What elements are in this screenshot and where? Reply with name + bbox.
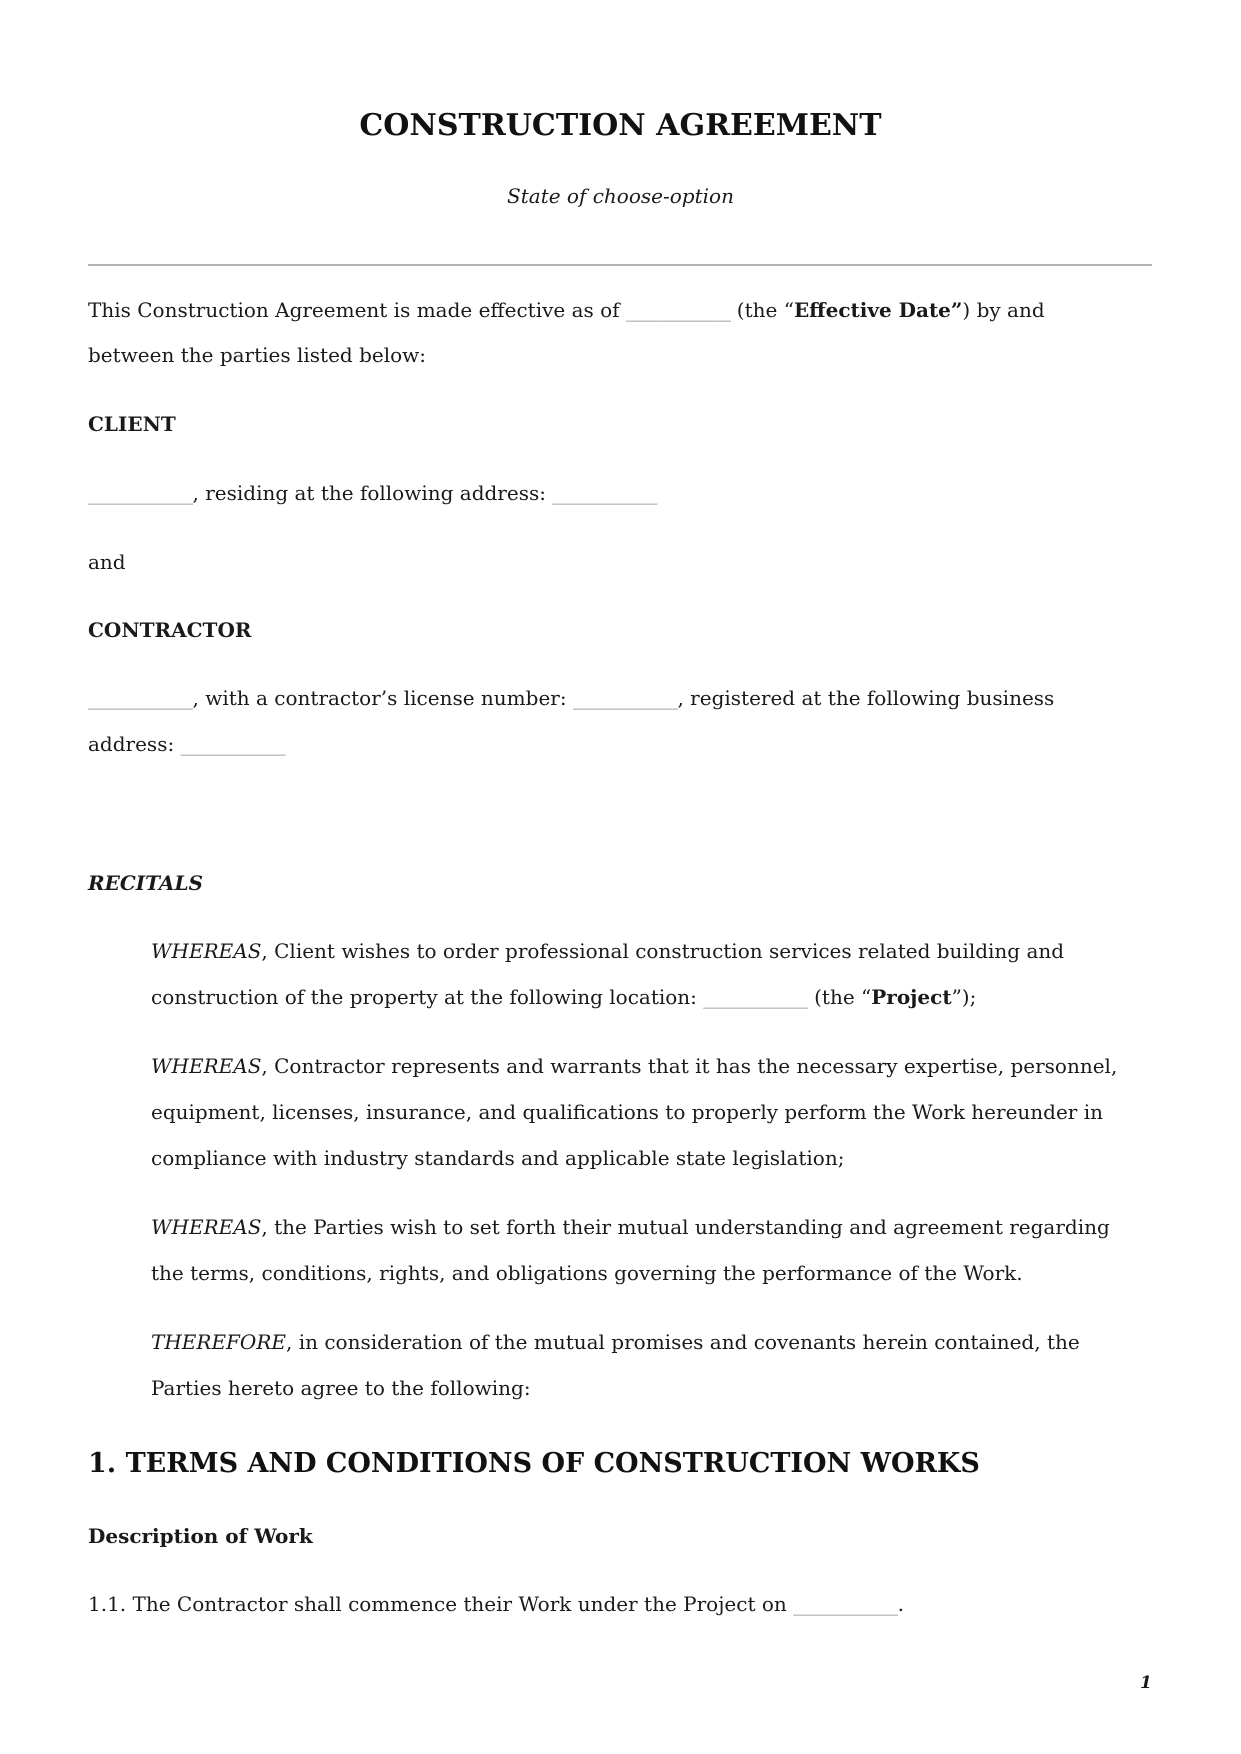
contractor-text: , registered at the following business (677, 686, 1055, 710)
recital-text: ”); (951, 985, 977, 1009)
commencement-date-blank[interactable]: ___________ (793, 1592, 898, 1616)
license-number-blank[interactable]: ___________ (572, 686, 678, 710)
contractor-text: , with a contractor’s license number: (192, 686, 573, 710)
clause-1-1 (88, 1581, 904, 1627)
recital-text: construction of the property at the following location: (151, 985, 704, 1009)
recital-text: , the Parties wish to set forth their mutual understanding and agreement regarding (261, 1215, 1110, 1239)
project-term: Project (871, 985, 952, 1009)
intro-text: ) by and (962, 298, 1045, 322)
document-subtitle: State of choose-option (507, 184, 734, 208)
and-text: and (88, 550, 126, 574)
recital-2-line-1 (151, 1043, 1117, 1089)
business-address-blank[interactable]: ___________ (180, 732, 286, 756)
contractor-text: address: (88, 732, 181, 756)
recital-text: , in consideration of the mutual promises and covenants herein contained, the (285, 1330, 1080, 1354)
recital-lead: WHEREAS (151, 1215, 262, 1239)
recital-lead: THEREFORE (151, 1330, 286, 1354)
client-address-blank[interactable]: ___________ (552, 481, 657, 505)
contractor-label: CONTRACTOR (88, 618, 252, 642)
contractor-name-blank[interactable]: ___________ (88, 686, 193, 710)
intro-text: (the “ (730, 298, 794, 322)
recital-3-line-1 (151, 1204, 1110, 1250)
recital-1-line-2 (151, 974, 976, 1020)
recital-lead: WHEREAS (151, 939, 262, 963)
page-number: 1 (1140, 1673, 1152, 1693)
client-text: , residing at the following address: (192, 481, 553, 505)
recital-lead: WHEREAS (151, 1054, 262, 1078)
client-line (88, 470, 657, 516)
effective-date-term: Effective Date” (793, 298, 963, 322)
recital-text: (the “ (807, 985, 872, 1009)
intro-line-1 (88, 287, 1045, 333)
client-name-blank[interactable]: ___________ (88, 481, 193, 505)
section-1-heading: 1. TERMS AND CONDITIONS OF CONSTRUCTION WORKS (88, 1448, 980, 1479)
recital-2-line-2: equipment, licenses, insurance, and qualifications to properly perform the Work hereunder in (151, 1100, 1104, 1124)
document-title: CONSTRUCTION AGREEMENT (359, 108, 882, 143)
clause-text: 1.1. The Contractor shall commence their Work under the Project on (88, 1592, 794, 1616)
recital-text: , Contractor represents and warrants that it has the necessary expertise, personnel, (261, 1054, 1118, 1078)
client-label: CLIENT (88, 412, 176, 436)
contractor-line-2 (88, 721, 285, 767)
recital-1-line-1 (151, 928, 1064, 974)
project-location-blank[interactable]: ___________ (703, 985, 808, 1009)
recital-2-line-3: compliance with industry standards and applicable state legislation; (151, 1146, 845, 1170)
contractor-line-1 (88, 675, 1054, 721)
effective-date-blank[interactable]: ___________ (625, 298, 731, 322)
recitals-heading: RECITALS (88, 871, 203, 895)
recital-3-line-2: the terms, conditions, rights, and obligations governing the performance of the Work. (151, 1261, 1023, 1285)
intro-line-2: between the parties listed below: (88, 343, 427, 367)
therefore-line-2: Parties hereto agree to the following: (151, 1376, 531, 1400)
intro-text: This Construction Agreement is made effective as of (88, 298, 626, 322)
header-divider (88, 264, 1152, 266)
therefore-line-1 (151, 1319, 1080, 1365)
recital-text: , Client wishes to order professional construction services related building and (261, 939, 1065, 963)
clause-text: . (897, 1592, 904, 1616)
description-of-work-heading: Description of Work (88, 1524, 313, 1548)
